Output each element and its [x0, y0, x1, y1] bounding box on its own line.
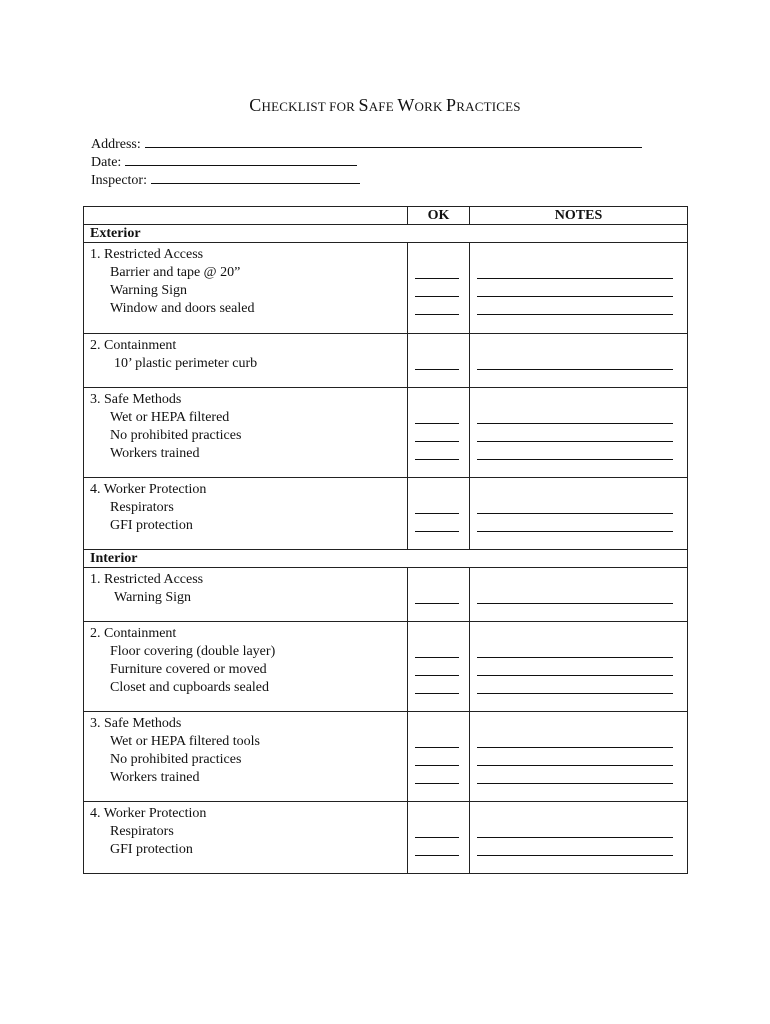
date-field[interactable] [125, 153, 357, 166]
item-subitem: GFI protection [110, 518, 193, 533]
notes-blank-line[interactable] [477, 747, 673, 748]
notes-blank-line[interactable] [477, 278, 673, 279]
notes-blank-line[interactable] [477, 423, 673, 424]
ok-cell [408, 478, 470, 550]
item-title: 3. Safe Methods [90, 716, 182, 731]
notes-blank-line[interactable] [477, 314, 673, 315]
item-subitem: GFI protection [110, 842, 193, 857]
page-title: CHECKLIST FOR SAFE WORK PRACTICES [249, 95, 521, 115]
notes-blank-line[interactable] [477, 296, 673, 297]
notes-cell [470, 243, 688, 334]
notes-blank-line[interactable] [477, 603, 673, 604]
checklist-item-row [84, 568, 688, 622]
item-subitem: Closet and cupboards sealed [110, 680, 270, 695]
ok-blank-line[interactable] [415, 675, 459, 676]
ok-cell [408, 388, 470, 478]
item-title: 2. Containment [90, 626, 177, 641]
checklist-item-row [84, 802, 688, 874]
item-cell [84, 388, 408, 478]
ok-blank-line[interactable] [415, 783, 459, 784]
checklist-item-row [84, 334, 688, 388]
inspector-row [91, 171, 360, 190]
item-subitem: Respirators [110, 824, 174, 839]
notes-cell [470, 712, 688, 802]
address-field[interactable] [145, 135, 642, 148]
column-header-item [84, 207, 408, 225]
ok-cell [408, 802, 470, 874]
ok-blank-line[interactable] [415, 855, 459, 856]
notes-blank-line[interactable] [477, 513, 673, 514]
ok-blank-line[interactable] [415, 603, 459, 604]
item-subitem: Respirators [110, 500, 174, 515]
notes-blank-line[interactable] [477, 837, 673, 838]
notes-blank-line[interactable] [477, 531, 673, 532]
date-row [91, 153, 357, 172]
checklist-item-row [84, 478, 688, 550]
item-cell [84, 802, 408, 874]
column-header-ok: OK [408, 207, 470, 225]
item-title: 4. Worker Protection [90, 482, 207, 497]
checklist-item-row [84, 712, 688, 802]
item-cell [84, 622, 408, 712]
item-title: 3. Safe Methods [90, 392, 182, 407]
ok-cell [408, 334, 470, 388]
item-subitem: Floor covering (double layer) [110, 644, 276, 659]
item-subitem: No prohibited practices [110, 752, 242, 767]
item-subitem: Workers trained [110, 770, 200, 785]
ok-blank-line[interactable] [415, 657, 459, 658]
notes-blank-line[interactable] [477, 369, 673, 370]
ok-blank-line[interactable] [415, 278, 459, 279]
notes-cell [470, 802, 688, 874]
section-row-interior [84, 550, 688, 568]
notes-blank-line[interactable] [477, 855, 673, 856]
ok-blank-line[interactable] [415, 441, 459, 442]
notes-blank-line[interactable] [477, 783, 673, 784]
checklist-item-row [84, 622, 688, 712]
notes-cell [470, 568, 688, 622]
notes-blank-line[interactable] [477, 693, 673, 694]
notes-blank-line[interactable] [477, 765, 673, 766]
checklist-item-row [84, 388, 688, 478]
notes-cell [470, 622, 688, 712]
section-label: Exterior [84, 225, 688, 243]
ok-blank-line[interactable] [415, 423, 459, 424]
checklist-item-row [84, 243, 688, 334]
item-cell [84, 712, 408, 802]
notes-cell [470, 388, 688, 478]
item-subitem: Warning Sign [110, 283, 188, 298]
section-label: Interior [84, 550, 688, 568]
item-subitem: Furniture covered or moved [110, 662, 267, 677]
item-subitem: Workers trained [110, 446, 200, 461]
item-title: 2. Containment [90, 338, 177, 353]
item-title: 1. Restricted Access [90, 572, 204, 587]
ok-cell [408, 622, 470, 712]
checklist-table [83, 206, 688, 874]
ok-blank-line[interactable] [415, 837, 459, 838]
item-cell [84, 243, 408, 334]
ok-blank-line[interactable] [415, 513, 459, 514]
notes-blank-line[interactable] [477, 657, 673, 658]
item-subitem: Window and doors sealed [110, 301, 255, 316]
item-subitem: Warning Sign [114, 590, 192, 605]
ok-cell [408, 712, 470, 802]
ok-blank-line[interactable] [415, 531, 459, 532]
item-subitem: No prohibited practices [110, 428, 242, 443]
ok-cell [408, 243, 470, 334]
item-subitem: 10’ plastic perimeter curb [114, 356, 258, 371]
ok-blank-line[interactable] [415, 296, 459, 297]
ok-blank-line[interactable] [415, 765, 459, 766]
item-cell [84, 568, 408, 622]
notes-cell [470, 478, 688, 550]
inspector-label: Inspector: [91, 173, 147, 188]
notes-cell [470, 334, 688, 388]
ok-blank-line[interactable] [415, 459, 459, 460]
ok-blank-line[interactable] [415, 369, 459, 370]
inspector-field[interactable] [151, 171, 360, 184]
date-label: Date: [91, 155, 122, 170]
address-label: Address: [91, 137, 141, 152]
ok-blank-line[interactable] [415, 747, 459, 748]
notes-blank-line[interactable] [477, 459, 673, 460]
section-row-exterior [84, 225, 688, 243]
ok-blank-line[interactable] [415, 693, 459, 694]
item-title: 4. Worker Protection [90, 806, 207, 821]
item-subitem: Wet or HEPA filtered tools [110, 734, 261, 749]
notes-blank-line[interactable] [477, 675, 673, 676]
item-cell [84, 478, 408, 550]
ok-cell [408, 568, 470, 622]
notes-blank-line[interactable] [477, 441, 673, 442]
column-header-row [84, 207, 688, 225]
address-row [91, 135, 642, 154]
item-cell [84, 334, 408, 388]
ok-blank-line[interactable] [415, 314, 459, 315]
item-title: 1. Restricted Access [90, 247, 204, 262]
item-subitem: Barrier and tape @ 20” [110, 265, 241, 280]
item-subitem: Wet or HEPA filtered [110, 410, 230, 425]
column-header-notes: NOTES [470, 207, 688, 225]
